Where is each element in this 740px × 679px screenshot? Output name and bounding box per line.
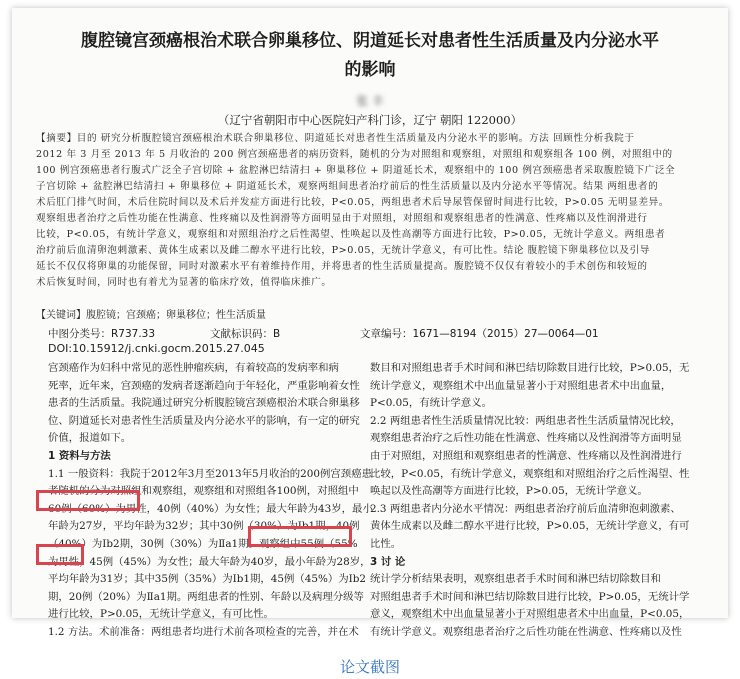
keywords: 【关键词】腹腔镜；宫颈癌；卵巢移位；性生活质量	[36, 310, 266, 321]
abstract-line: 观察组患者治疗之后性功能在性满意、性疼痛以及性润滑等方面明显由于对照组，对照组和观察组患者的性满意、性疼痛以及性润滑进行	[36, 213, 648, 224]
highlight-box	[36, 544, 84, 565]
body-line: 者随机的分为对照组和观察组，观察组和对照组各100例，对照组中	[48, 485, 359, 498]
body-line: 宫颈癌作为妇科中常见的恶性肿瘤疾病，有着较高的发病率和病	[48, 362, 339, 374]
body-line: 统计学分析结果表明，观察组患者手术时间和淋巴结切除数目和	[370, 573, 661, 586]
section-heading: 1 资料与方法	[48, 449, 111, 462]
body-line: 比性。	[370, 537, 402, 550]
body-line: 对照组患者手术时间和淋巴结切除数目进行比较，P>0.05，无统计学	[370, 590, 690, 603]
image-caption: 论文截图	[339, 658, 400, 676]
abstract-line: 术后肛门排气时间，术后住院时间以及术后并发症方面进行比较，P<0.05，两组患者术后导尿管保留时间进行比较，P>0.05 无明显差异。	[36, 197, 670, 208]
body-line: 有统计学意义。观察组患者治疗之后性功能在性满意、性疼痛以及性	[370, 625, 682, 638]
body-line: 意义，观察组术中出血量显著小于对照组患者术中出血量，P<0.05，	[370, 608, 690, 621]
body-line: 价值，报道如下。	[48, 432, 132, 445]
abstract-line: 2012 年 3 月至 2013 年 5 月收治的 200 例宫颈癌患者的病历资料，随机的分为对照组和观察组，对照组和观察组各 100 例，对照组中的	[36, 149, 673, 160]
body-line: 进行比较，P>0.05，无统计学意义，有可比性。	[48, 608, 274, 621]
doi: DOI:10.15912/j.cnki.gocm.2015.27.045	[48, 342, 265, 355]
body-line: （40%）为Ⅰb2期，30例（30%）为Ⅱa1期。观察组中55例（55%	[48, 537, 358, 550]
body-line: 比较，P<0.05，有统计学意义，观察组和对照组治疗之后性渴望、性	[370, 467, 690, 480]
body-line: 期，20例（20%）为Ⅱa1期。两组患者的性别、年龄以及病理分级等	[48, 590, 364, 603]
body-line: 平均年龄为31岁；其中35例（35%）为Ⅰb1期，45例（45%）为Ⅰb2	[48, 573, 367, 586]
abstract-line: 【摘要】目的 研究分析腹腔镜宫颈癌根治术联合卵巢移位、阴道延长对患者性生活质量及内分泌水平的影响。方法 回顾性分析我院于	[36, 133, 635, 144]
doc-code	[210, 326, 280, 341]
body-line: 为男性，45例（45%）为女性；最大年龄为40岁，最小年龄为28岁，	[48, 555, 371, 568]
right-column	[370, 360, 700, 642]
body-line: 由于对照组，对照组和观察组患者的性满意、性疼痛以及性润滑进行	[370, 449, 682, 462]
body-line: 2.3 两组患者内分泌水平情况：两组患者治疗前后血清卵泡刺激素、	[370, 502, 681, 515]
abstract-line: 治疗前后血清卵泡刺激素、黄体生成素以及雌二醇水平进行比较，P>0.05，无统计学意义，有可比性。结论 腹腔镜下卵巢移位以及引导	[36, 245, 650, 256]
highlight-box	[248, 526, 352, 547]
doc-label: 文献标识码：	[210, 328, 273, 340]
body-line: 年龄为27岁，平均年龄为32岁；其中30例（30%）为Ⅰb1期，40例	[48, 520, 360, 533]
article-label: 文章编号：	[360, 328, 413, 340]
article-number	[360, 326, 599, 341]
body-line: 统计学意义，观察组术中出血量显著小于对照组患者术中出血量，	[370, 379, 672, 392]
body-line: 患者的生活质量。我院通过研究分析腹腔镜宫颈癌根治术联合卵巢移	[48, 397, 360, 410]
body-line: 1.2 方法。术前准备：两组患者均进行术前各项检查的完善，并在术	[48, 625, 359, 638]
abstract-line: 术后恢复时间，同时也有着尤为显著的临床疗效，值得临床推广。	[36, 277, 332, 288]
author-name: 张 丰	[356, 94, 384, 108]
body-line: 位、阴道延长对患者性生活质量及内分泌水平的影响，有一定的研究	[48, 414, 360, 427]
section-heading: 3 讨 论	[370, 555, 406, 568]
abstract-line: 比较，P<0.05，有统计学意义，观察组和对照组治疗之后性渴望、性唤起以及性高潮等方面进行比较，P>0.05，无统计学意义。两组患者	[36, 229, 666, 240]
clc-number	[48, 326, 155, 341]
clc-value: R737.33	[111, 328, 156, 340]
body-line: 2.2 两组患者性生活质量情况比较：两组患者性生活质量情况比较，	[370, 414, 681, 427]
body-line: 死率，近年来，宫颈癌的发病者逐渐趋向于年轻化，严重影响着女性	[48, 379, 360, 392]
clc-label: 中图分类号：	[48, 328, 111, 340]
abstract-line: 延长不仅仅将卵巢的功能保留，同时对激素水平有着维持作用，并将患者的性生活质量提高。腹腔镜不仅仅有着较小的手术创伤和较短的	[36, 261, 648, 272]
doc-value: B	[273, 328, 281, 340]
affiliation: （辽宁省朝阳市中心医院妇产科门诊，辽宁 朝阳 122000）	[217, 113, 523, 127]
body-line: 数目和对照组患者手术时间和淋巴结切除数目进行比较，P>0.05，无	[370, 362, 690, 374]
paper-title-line2: 的影响	[344, 60, 396, 80]
body-line: 唤起以及性高潮等方面进行比较，P>0.05，无统计学意义。	[370, 485, 648, 498]
article-value: 1671—8194（2015）27—0064—01	[412, 328, 599, 340]
body-line: P<0.05，有统计学意义。	[370, 397, 492, 410]
paper-title-line1: 腹腔镜宫颈癌根治术联合卵巢移位、阴道延长对患者性生活质量及内分泌水平	[81, 31, 659, 51]
body-line: 观察组患者治疗之后性功能在性满意、性疼痛以及性润滑等方面明显	[370, 432, 682, 445]
paper-screenshot	[12, 8, 728, 638]
abstract-line: 子宫切除 + 盆腔淋巴结清扫 + 卵巢移位 + 阴道延长术，观察两组间患者治疗前后的性生活质量以及内分泌水平等情况。结果 两组患者的	[36, 181, 659, 192]
abstract-line: 100 例宫颈癌患者行腹式广泛全子宫切除 + 盆腔淋巴结清扫 + 卵巢移位 + 阴道延长术，观察组中的 100 例宫颈癌患者采取腹腔镜下广泛全	[36, 165, 676, 176]
body-line: 60例（60%）为男性，40例（40%）为女性；最大年龄为43岁，最小	[48, 502, 373, 515]
body-line: 黄体生成素以及雌二醇水平进行比较，P>0.05，无统计学意义，有可	[370, 520, 690, 533]
highlight-box	[36, 490, 140, 511]
body-line: 1.1 一般资料：我院于2012年3月至2013年5月收治的200例宫颈癌患	[48, 467, 372, 480]
